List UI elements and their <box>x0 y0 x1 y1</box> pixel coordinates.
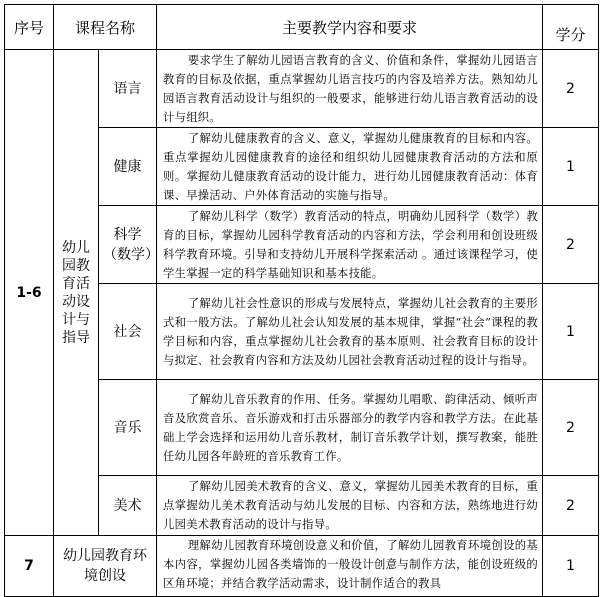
group-no: 1-6 <box>5 50 54 536</box>
course-credit: 1 <box>543 128 599 206</box>
header-row <box>5 5 599 50</box>
group-name: 幼儿园教育活动设计与指导 <box>54 50 99 536</box>
course-credit: 2 <box>543 476 599 536</box>
row7-name: 幼儿园教育环境创设 <box>54 536 157 597</box>
course-name: 语言 <box>99 50 157 128</box>
course-content: 要求学生了解幼儿园语言教育的含义、价值和条件，掌握幼儿园语言教育的目标及依据，重点掌握幼儿语言技巧的内容及培养方法。熟知幼儿园语言教育活动设计与组织的一般要求，能够进行幼儿语言教育活动的设计与组织。 <box>157 50 543 128</box>
course-credit: 2 <box>543 206 599 284</box>
course-name: 音乐 <box>99 380 157 476</box>
course-content: 了解幼儿社会性意识的形成与发展特点，掌握幼儿社会教育的主要形式和一般方法。了解幼儿社会认知发展的基本规律，掌握“社会”课程的教学目标和内容，重点掌握幼儿社会教育的基本原则、社会教育目标的设计与拟定、社会教育内容和方法及幼儿园社会教育活动过程的设计与指导。 <box>157 284 543 380</box>
header-credit: 学分 <box>543 5 599 50</box>
course-credit: 1 <box>543 284 599 380</box>
header-content: 主要教学内容和要求 <box>157 5 543 50</box>
header-course-name: 课程名称 <box>54 5 157 50</box>
table-row <box>5 536 599 597</box>
course-credit: 2 <box>543 380 599 476</box>
course-name: 科学（数学） <box>99 206 157 284</box>
table-row <box>5 50 599 128</box>
course-content: 了解幼儿健康教育的含义、意义，掌握幼儿健康教育的目标和内容。重点掌握幼儿园健康教育的途径和组织幼儿园健康教育活动的方法和原则。掌握幼儿健康教育活动的设计能力，进行幼儿园健康教育活动：体育课、早操活动、户外体育活动的实施与指导。 <box>157 128 543 206</box>
row7-credit: 1 <box>543 536 599 597</box>
course-content: 了解幼儿园美术教育的含义、意义，掌握幼儿园美术教育的目标，重点掌握幼儿美术教育活动与幼儿发展的目标、内容和方法，熟练地进行幼儿园美术教育活动的设计与指导。 <box>157 476 543 536</box>
course-name: 美术 <box>99 476 157 536</box>
course-credit: 2 <box>543 50 599 128</box>
curriculum-table <box>4 4 599 597</box>
course-content: 了解幼儿科学（数学）教育活动的特点，明确幼儿园科学（数学）教育的目标，掌握幼儿园科学教育活动的内容和方法，学会利用和创设班级科学教育环境。引导和支持幼儿开展科学探索活动 。通过该课程学习，使学生掌握一定的科学基础知识和基本技能。 <box>157 206 543 284</box>
course-name: 健康 <box>99 128 157 206</box>
course-name: 社会 <box>99 284 157 380</box>
header-no: 序号 <box>5 5 54 50</box>
row7-no: 7 <box>5 536 54 597</box>
course-content: 了解幼儿音乐教育的作用、任务。掌握幼儿唱歌、韵律活动、倾听声音及欣赏音乐、音乐游戏和打击乐器部分的教学内容和教学方法。在此基础上学会选择和运用幼儿音乐教材，制订音乐教学计划，撰写教案，能胜任幼儿园各年龄班的音乐教育工作。 <box>157 380 543 476</box>
row7-content: 理解幼儿园教育环境创设意义和价值，了解幼儿园教育环境创设的基本内容，掌握幼儿园各类墙饰的一般设计创意与制作方法，能创设班级的区角环境；并结合教学活动需求，设计制作适合的教具 <box>157 536 543 597</box>
